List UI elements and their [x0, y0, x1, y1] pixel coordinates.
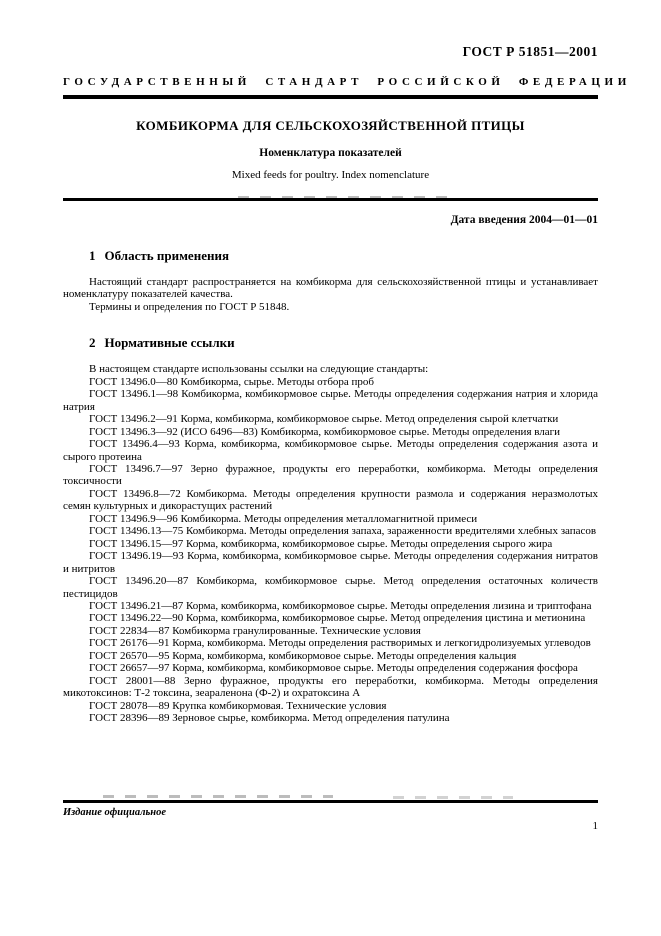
page-content: [63, 0, 631, 725]
standard-type-line: ГОСУДАРСТВЕННЫЙ СТАНДАРТ РОССИЙСКОЙ ФЕДЕРАЦИИ: [63, 76, 631, 88]
reference-item: ГОСТ 22834—87 Комбикорма гранулированные. Технические условия: [89, 624, 421, 637]
reference-item: ГОСТ 26570—95 Корма, комбикорма, комбикормовое сырье. Методы определения кальция: [89, 649, 517, 662]
reference-item: ГОСТ 28001—88 Зерно фуражное, продукты его переработки, комбикорма. Методы определения микотоксинов: Т-2 токсина, зеараленона (Ф-2) и охратоксина А: [63, 674, 598, 700]
section-1-heading: [63, 248, 598, 264]
title-divider: [63, 196, 598, 202]
reference-item: ГОСТ 13496.13—75 Комбикорма. Методы определения запаха, зараженности вредителями хлебных запасов: [89, 525, 597, 538]
divider-rule: [63, 198, 598, 201]
paragraph: Термины и определения по ГОСТ Р 51848.: [89, 300, 290, 313]
section-title: Область применения: [104, 248, 229, 263]
reference-item: ГОСТ 13496.9—96 Комбикорма. Методы определения металломагнитной примеси: [89, 512, 478, 525]
reference-item: ГОСТ 28078—89 Крупка комбикормовая. Технические условия: [89, 699, 387, 712]
footer-rule: [63, 800, 598, 803]
section-2-heading: [63, 335, 598, 351]
document-subtitle: Номенклатура показателей: [259, 147, 402, 159]
reference-item: ГОСТ 13496.4—93 Корма, комбикорма, комбикормовое сырье. Методы определения содержания азота и сырого протеина: [63, 438, 598, 463]
reference-item: ГОСТ 13496.21—87 Корма, комбикорма, комбикормовое сырье. Методы определения лизина и триптофана: [89, 599, 592, 612]
section-number: 1: [89, 248, 96, 263]
document-subtitle-en: Mixed feeds for poultry. Index nomenclature: [231, 169, 430, 181]
reference-item: ГОСТ 13496.8—72 Комбикорма. Методы определения крупности размола и содержания неразмолотых семян культурных и дикорастущих растений: [63, 487, 598, 513]
page-number: 1: [592, 820, 598, 832]
reference-item: ГОСТ 13496.20—87 Комбикорма, комбикормовое сырье. Метод определения остаточных количеств пестицидов: [63, 575, 598, 600]
doc-number: ГОСТ Р 51851—2001: [462, 44, 598, 59]
footer-ghost-row: [63, 795, 598, 799]
header-rule: [63, 95, 598, 99]
reference-item: ГОСТ 13496.1—98 Комбикорма, комбикормовое сырье. Методы определения содержания натрия и хлорида натрия: [63, 388, 598, 413]
edition-note: Издание официальное: [63, 807, 167, 818]
section-number: 2: [89, 335, 96, 351]
document-title: КОМБИКОРМА ДЛЯ СЕЛЬСКОХОЗЯЙСТВЕННОЙ ПТИЦЫ: [136, 118, 525, 133]
paragraph: Настоящий стандарт распространяется на комбикорма для сельскохозяйственной птицы и устанавливает номенклатуру показателей качества.: [63, 276, 598, 301]
reference-item: ГОСТ 13496.22—90 Корма, комбикорма, комбикормовое сырье. Метод определения цистина и метионина: [89, 612, 586, 625]
reference-item: ГОСТ 13496.19—93 Корма, комбикорма, комбикормовое сырье. Методы определения содержания нитратов и нитритов: [63, 550, 598, 575]
reference-item: ГОСТ 28396—89 Зерновое сырье, комбикорма. Метод определения патулина: [89, 712, 450, 725]
references-intro: В настоящем стандарте использованы ссылки на следующие стандарты:: [89, 363, 429, 376]
reference-item: ГОСТ 13496.7—97 Зерно фуражное, продукты его переработки, комбикорма. Методы определения токсичности: [63, 462, 598, 488]
reference-item: ГОСТ 13496.3—92 (ИСО 6496—83) Комбикорма, комбикормовое сырье. Методы определения влаги: [89, 425, 561, 438]
reference-item: ГОСТ 13496.0—80 Комбикорма, сырье. Методы отбора проб: [89, 375, 375, 388]
reference-item: ГОСТ 13496.2—91 Корма, комбикорма, комбикормовое сырье. Метод определения сырой клетчатки: [89, 413, 559, 426]
clipped-ghost-text: [393, 796, 513, 799]
section-title: Нормативные ссылки: [104, 335, 235, 351]
page-footer: [63, 795, 598, 818]
clipped-ghost-text: [103, 795, 333, 798]
reference-item: ГОСТ 26657—97 Корма, комбикорма, комбикормовое сырье. Методы определения содержания фосфора: [89, 662, 578, 675]
reference-item: ГОСТ 13496.15—97 Корма, комбикорма, комбикормовое сырье. Методы определения сырого жира: [89, 537, 553, 550]
reference-item: ГОСТ 26176—91 Корма, комбикорма. Методы определения растворимых и легкогидролизуемых углеводов: [89, 637, 591, 650]
effective-date: Дата введения 2004—01—01: [450, 214, 598, 226]
